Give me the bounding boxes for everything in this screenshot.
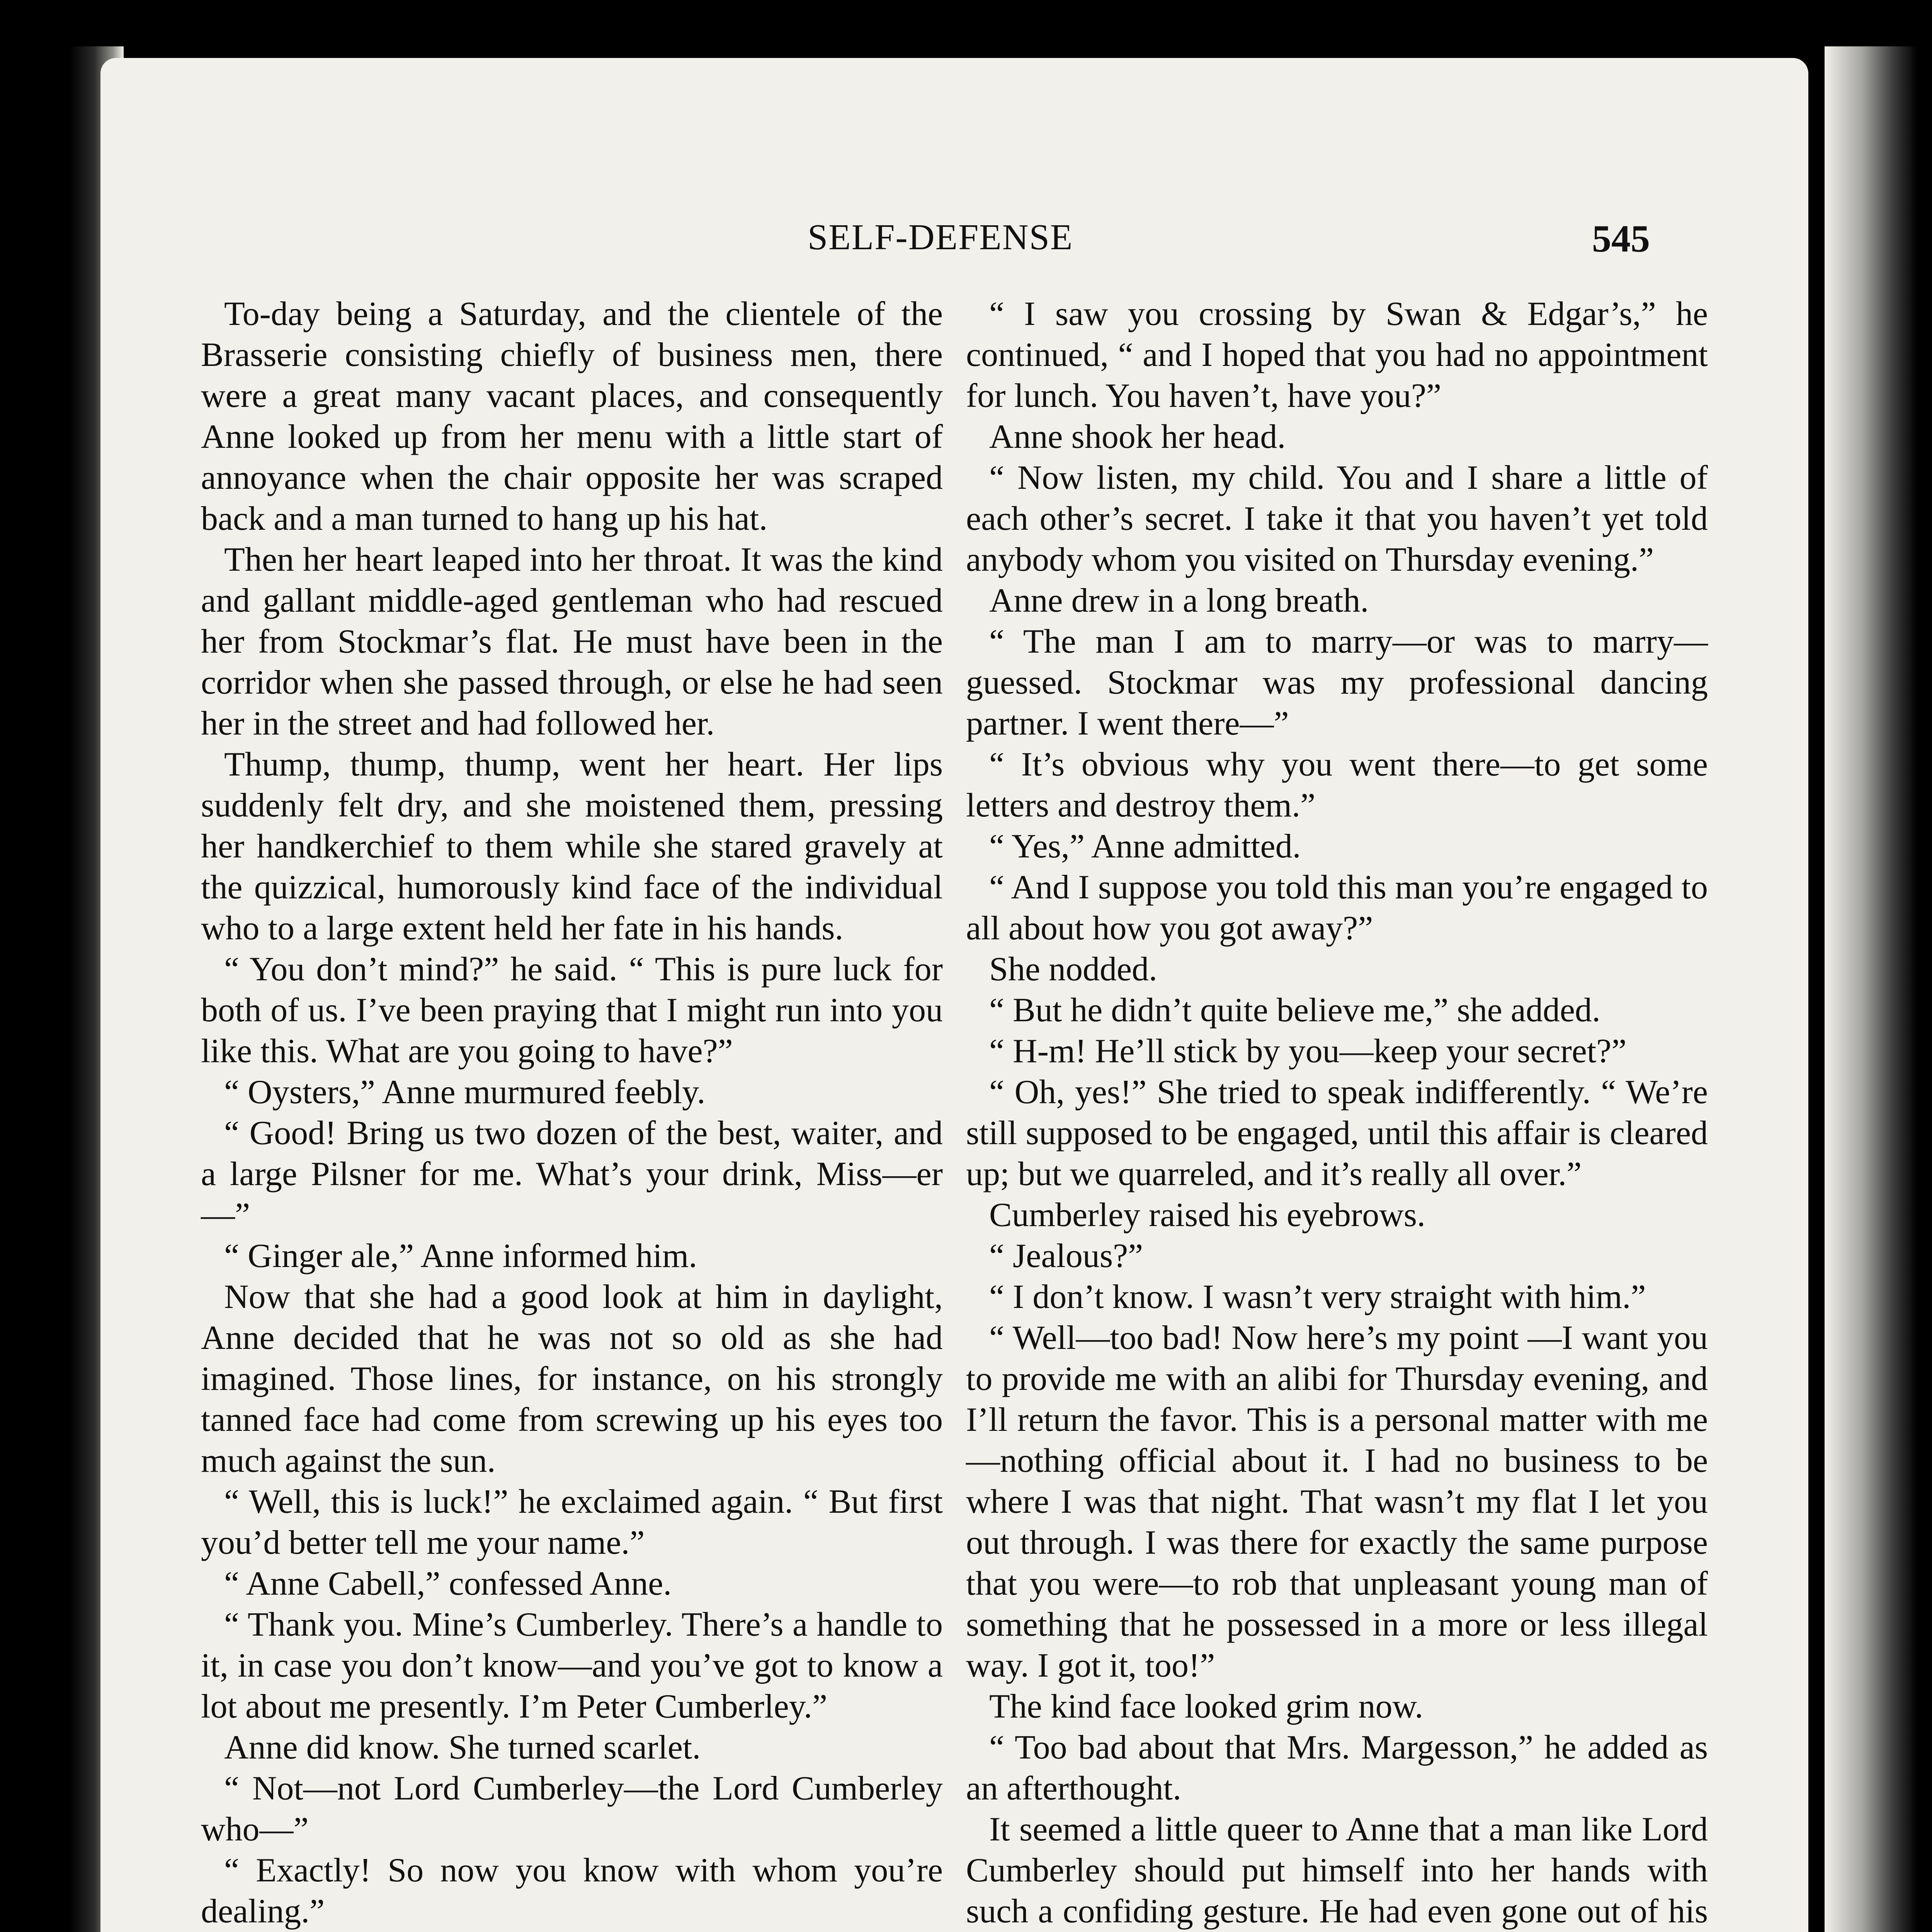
left-column (201, 294, 943, 1932)
paragraph: “ Not—not Lord Cumberley—the Lord Cumberley who—” (201, 1770, 943, 1848)
paragraph: To-day being a Saturday, and the clientele of the Brasserie consisting chiefly of business men, there were a great many vacant places, and consequently Anne looked up from her menu with a little start of annoyance when the chair opposite her was scraped back and a man turned to hang up his hat. (201, 295, 943, 537)
right-column (966, 294, 1708, 1932)
paragraph: “ You don’t mind?” he said. “ This is pure luck for both of us. I’ve been praying that I might run into you like this. What are you going to have?” (201, 951, 943, 1070)
paragraph: “ Anne Cabell,” confessed Anne. (224, 1565, 672, 1602)
paragraph: Anne drew in a long breath. (989, 582, 1369, 619)
paragraph: “ Well, this is luck!” he exclaimed again. “ But first you’d better tell me your name.” (201, 1483, 943, 1561)
paragraph: “ H-m! He’ll stick by you—keep your secret?” (989, 1032, 1627, 1070)
paragraph: It seemed a little queer to Anne that a man like Lord Cumberley should put himself into her hands with such a confiding gesture. He had even gone out of his (966, 1811, 1708, 1930)
paragraph: “ Thank you. Mine’s Cumberley. There’s a handle to it, in case you don’t know—and you’ve got to know a lot about me presently. I’m Peter Cumberley.” (201, 1606, 943, 1725)
paragraph: “ I saw you crossing by Swan & Edgar’s,” he continued, “ and I hoped that you had no appointment for lunch. You haven’t, have you?” (966, 295, 1708, 415)
paragraph: “ It’s obvious why you went there—to get some letters and destroy them.” (966, 746, 1708, 824)
paragraph: Then her heart leaped into her throat. It was the kind and gallant middle-aged gentleman who had rescued her from Stockmar’s flat. He must have been in the corridor when she passed through, or else he had seen her in the street and had followed her. (201, 541, 943, 742)
paragraph: “ The man I am to marry—or was to marry—guessed. Stockmar was my professional dancing partner. I went there—” (966, 623, 1708, 742)
paragraph: “ Jealous?” (989, 1237, 1143, 1275)
paragraph: “ Ginger ale,” Anne informed him. (224, 1237, 697, 1275)
running-title: SELF-DEFENSE (808, 217, 1073, 257)
paragraph: “ Oh, yes!” She tried to speak indifferently. “ We’re still supposed to be engaged, until this affair is cleared up; but we quarreled, and it’s really all over.” (966, 1073, 1708, 1193)
paragraph: “ Yes,” Anne admitted. (989, 828, 1301, 865)
paragraph: “ But he didn’t quite believe me,” she added. (989, 992, 1600, 1029)
paragraph: “ Well—too bad! Now here’s my point —I want you to provide me with an alibi for Thursday evening, and I’ll return the favor. This is a personal matter with me —nothing official about it. I had no business to be where I was that night. That wasn’t my flat I let you out through. I was there for exactly the same purpose that you were—to rob that unpleasant young man of something that he possessed in a more or less illegal way. I got it, too!” (966, 1319, 1708, 1684)
paragraph: She nodded. (989, 951, 1158, 988)
paragraph: “ Too bad about that Mrs. Margesson,” he added as an afterthought. (966, 1729, 1708, 1807)
running-head (0, 216, 1932, 270)
paragraph: “ Now listen, my child. You and I share a little of each other’s secret. I take it that you haven’t yet told anybody whom you visited on Thursday evening.” (966, 459, 1708, 578)
paragraph: “ Oysters,” Anne murmured feebly. (224, 1073, 706, 1111)
paragraph: Anne shook her head. (989, 418, 1286, 456)
paragraph: Cumberley raised his eyebrows. (989, 1196, 1426, 1234)
paragraph: The kind face looked grim now. (989, 1688, 1423, 1725)
paragraph: Thump, thump, thump, went her heart. Her lips suddenly felt dry, and she moistened them, pressing her handkerchief to them while she stared gravely at the quizzical, humorously kind face of the individual who to a large extent held her fate in his hands. (201, 746, 943, 947)
paragraph: Now that she had a good look at him in daylight, Anne decided that he was not so old as she had imagined. Those lines, for instance, on his strongly tanned face had come from screwing up his eyes too much against the sun. (201, 1278, 943, 1480)
page-number: 545 (1592, 217, 1650, 260)
paragraph: “ I don’t know. I wasn’t very straight with him.” (989, 1278, 1646, 1316)
paragraph: “ Good! Bring us two dozen of the best, waiter, and a large Pilsner for me. What’s your drink, Miss—er—” (201, 1114, 943, 1234)
paragraph: “ Exactly! So now you know with whom you’re dealing.” (201, 1852, 943, 1930)
paragraph: “ And I suppose you told this man you’re engaged to all about how you got away?” (966, 869, 1708, 947)
page-edge-shadow (1825, 46, 1917, 1932)
paragraph: Anne did know. She turned scarlet. (224, 1729, 701, 1766)
